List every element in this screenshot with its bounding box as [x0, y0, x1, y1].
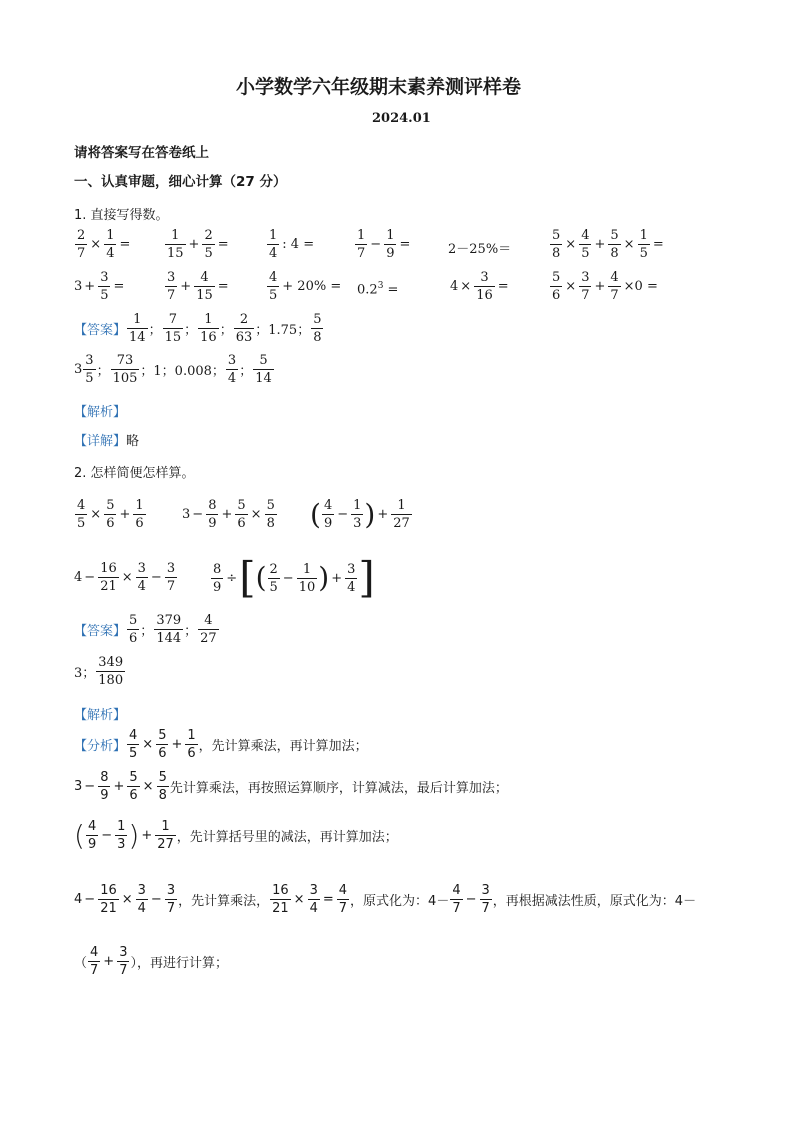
q1-expr-10: $0.2^3$ = — [357, 281, 399, 298]
q2-expr-4: 4 − $\frac{16}{21}$ × $\frac{3}{4}$ − $\frac{3}{7}$ — [74, 561, 176, 594]
answer-tag: 【答案】 — [74, 323, 127, 338]
analysis-line-3: ( $\frac{4}{9}$ − $\frac{1}{3}$ ) + $\frac{1}{27}$ ，先计算括号里的减法，再计算加法； — [74, 818, 398, 852]
q1-expr-1: $\frac{2}{7}$ × $\frac{1}{4}$ = — [77, 228, 131, 261]
answer-item: $\frac{3}{4}$ — [227, 353, 237, 386]
analysis-tag: 【解析】 — [74, 405, 127, 420]
answer-item: $\frac{1}{14}$ — [129, 312, 146, 345]
q2-answer-line-2: 3； $\frac{349}{180}$ — [74, 655, 124, 688]
q1-answer-line-1: 【答案】 $\frac{1}{14}$ ； $\frac{7}{15}$ ； $\frac{1}{16}$ ； $\frac{2}{63}$ ；1.75； $\frac{5}{8}$ — [74, 312, 322, 345]
analysis-text: ，先计算乘法， — [178, 894, 270, 909]
q1-expr-6: $\frac{5}{8}$ × $\frac{4}{5}$ + $\frac{5}{8}$ × $\frac{1}{5}$ = — [552, 228, 664, 261]
answer-tag: 【答案】 — [74, 624, 127, 639]
q1-answer-line-2: 3 $\frac{3}{5}$ ； $\frac{73}{105}$ ；1；0.008； $\frac{3}{4}$ ； $\frac{5}{14}$ — [74, 353, 272, 386]
q1-expr-7: 3 + $\frac{3}{5}$ = — [74, 270, 125, 303]
q1-expr-9: $\frac{4}{5}$ + 20% = — [269, 270, 342, 303]
q1-expr-3: $\frac{1}{4}$ : 4 = — [269, 228, 315, 261]
answer-item: $\frac{2}{63}$ — [235, 312, 253, 345]
q1-expr-8: $\frac{3}{7}$ + $\frac{4}{15}$ = — [167, 270, 229, 303]
answer-item: $\frac{4}{27}$ — [200, 613, 217, 646]
q2-expr-5: $\frac{8}{9}$ ÷ [ ( $\frac{2}{5}$ − $\frac{1}{10}$ ) + $\frac{3}{4}$ ] — [213, 553, 375, 602]
instruction: 请将答案写在答卷纸上 — [74, 145, 209, 161]
answer-item: $\frac{5}{14}$ — [255, 353, 272, 386]
analysis-line-5: （ $\frac{4}{7}$ + $\frac{3}{7}$ ），再进行计算； — [74, 945, 228, 978]
detail-tag: 【详解】 — [74, 434, 127, 449]
answer-item: $\frac{349}{180}$ — [98, 655, 124, 688]
q1-expr-4: $\frac{1}{7}$ − $\frac{1}{9}$ = — [357, 228, 411, 261]
analysis-text: ，原式化为：4－ — [350, 894, 450, 909]
analysis-line-4: 4 − $\frac{16}{21}$ × $\frac{3}{4}$ − $\frac{3}{7}$ ，先计算乘法， $\frac{16}{21}$ × $\frac{3}{4}$ = $\frac{4}{7}$ ，原式化为：4－ $\frac{4}{7}$ − $\frac{3}{7}$ ，再根据减法性质，原式化为：4－ — [74, 883, 697, 916]
q2-expr-1: $\frac{4}{5}$ × $\frac{5}{6}$ + $\frac{1}{6}$ — [77, 498, 144, 531]
answer-item: $\frac{5}{8}$ — [313, 312, 322, 345]
answer-item: $\frac{7}{15}$ — [164, 312, 182, 345]
answer-item: $\frac{3}{5}$ — [85, 353, 94, 386]
q1-expr-12: $\frac{5}{6}$ × $\frac{3}{7}$ + $\frac{4}{7}$ ×0 = — [552, 270, 658, 303]
q2-expr-2: 3 − $\frac{8}{9}$ + $\frac{5}{6}$ × $\frac{5}{8}$ — [182, 498, 275, 531]
q1-expr-5: 2－25%＝ — [448, 242, 512, 257]
analysis-text: （ — [74, 956, 88, 971]
analysis-line-1: 【分析】 $\frac{4}{5}$ × $\frac{5}{6}$ + $\frac{1}{6}$ ，先计算乘法，再计算加法； — [74, 728, 368, 761]
q1-expr-11: 4 × $\frac{3}{16}$ = — [450, 270, 509, 303]
q2-answer-line-1: 【答案】 $\frac{5}{6}$ ； $\frac{379}{144}$ ； $\frac{4}{27}$ — [74, 613, 217, 646]
section-heading: 一、认真审题，细心计算（27 分） — [74, 174, 287, 190]
question-1-label: 1. 直接写得数。 — [74, 208, 169, 223]
detail-text: 略 — [126, 434, 140, 449]
detail-line — [74, 430, 139, 449]
analysis-line-2: 3 − $\frac{8}{9}$ + $\frac{5}{6}$ × $\frac{5}{8}$ 先计算乘法，再按照运算顺序，计算减法，最后计算加法； — [74, 770, 508, 803]
page-title: 小学数学六年级期末素养测评样卷 — [236, 76, 522, 98]
analysis-text: ，先计算括号里的减法，再计算加法； — [176, 830, 398, 845]
analysis-head: 【分析】 — [74, 739, 127, 754]
q2-expr-3: ( $\frac{4}{9}$ − $\frac{1}{3}$ ) + $\frac{1}{27}$ — [310, 497, 410, 531]
analysis-text: 先计算乘法，再按照运算顺序，计算减法，最后计算加法； — [169, 781, 508, 796]
analysis-tag-2: 【解析】 — [74, 708, 127, 723]
answer-item: $\frac{73}{105}$ — [112, 353, 138, 386]
answer-item: $\frac{5}{6}$ — [129, 613, 138, 646]
question-2-label: 2. 怎样简便怎样算。 — [74, 466, 195, 481]
answer-item: $\frac{379}{144}$ — [156, 613, 182, 646]
analysis-text: ），再进行计算； — [130, 956, 228, 971]
analysis-text: ，再根据减法性质，原式化为：4－ — [492, 894, 697, 909]
answer-item: $\frac{1}{16}$ — [200, 312, 217, 345]
q1-expr-2: $\frac{1}{15}$ + $\frac{2}{5}$ = — [167, 228, 229, 261]
analysis-text: ，先计算乘法，再计算加法； — [198, 739, 368, 754]
exam-date: 2024.01 — [372, 111, 431, 126]
